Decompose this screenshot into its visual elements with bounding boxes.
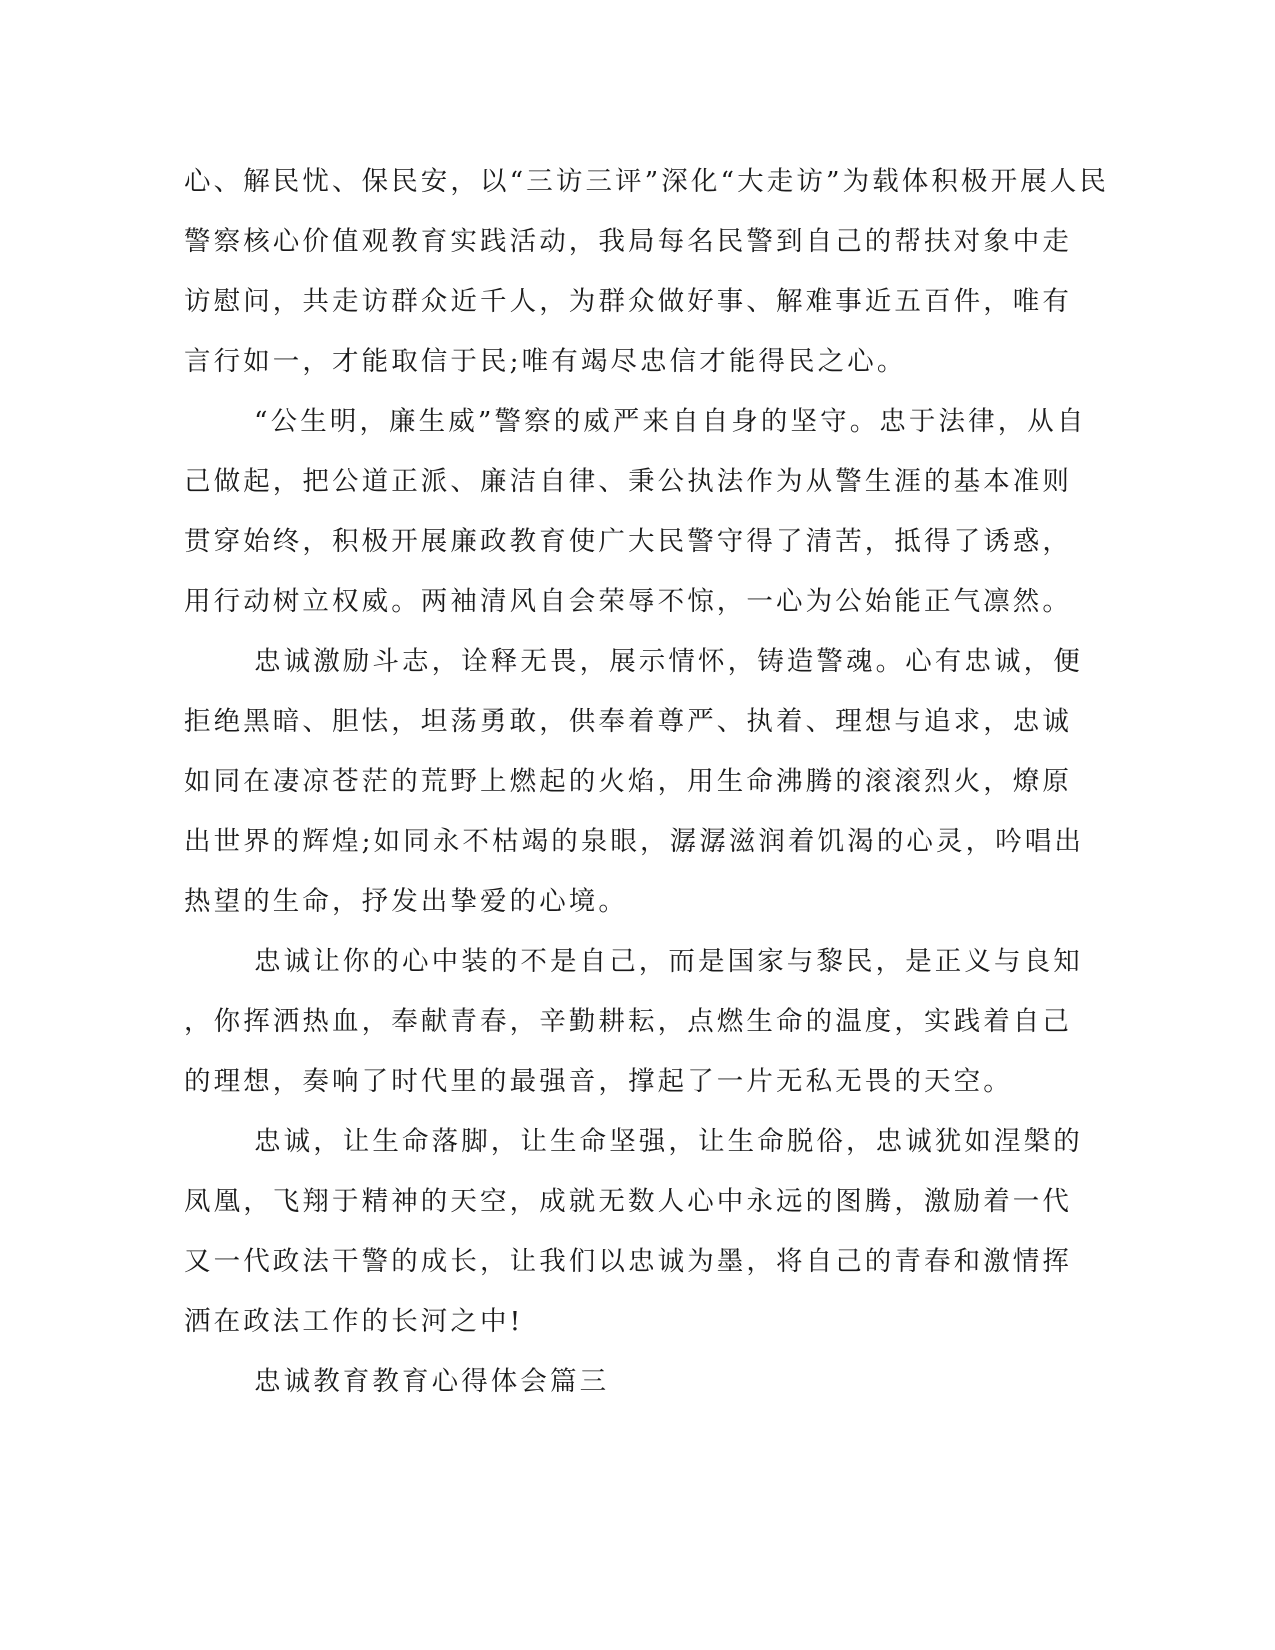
text-line: 用行动树立权威。两袖清风自会荣辱不惊，一心为公始能正气凛然。 [184, 586, 1072, 617]
text-line: 言行如一，才能取信于民;唯有竭尽忠信才能得民之心。 [184, 346, 907, 377]
text-line: 心、解民忧、保民安，以“三访三评”深化“大走访”为载体积极开展人民 [184, 166, 1109, 197]
paragraph [184, 1120, 1083, 1360]
text-line: “公生明，廉生威”警察的威严来自自身的坚守。忠于法律，从自 [254, 406, 1087, 437]
text-line: 如同在凄凉苍茫的荒野上燃起的火焰，用生命沸腾的滚滚烈火，燎原 [184, 766, 1072, 797]
paragraph [184, 640, 1085, 940]
text-line: 警察核心价值观教育实践活动，我局每名民警到自己的帮扶对象中走 [184, 226, 1072, 257]
text-line: 己做起，把公道正派、廉洁自律、秉公执法作为从警生涯的基本准则 [184, 466, 1072, 497]
paragraph [184, 400, 1087, 640]
text-line: 的理想，奏响了时代里的最强音，撑起了一片无私无畏的天空。 [184, 1066, 1013, 1097]
text-line: 忠诚，让生命落脚，让生命坚强，让生命脱俗，忠诚犹如涅槃的 [254, 1126, 1083, 1157]
text-line: 洒在政法工作的长河之中! [184, 1306, 524, 1337]
text-line: 拒绝黑暗、胆怯，坦荡勇敢，供奉着尊严、执着、理想与追求，忠诚 [184, 706, 1072, 737]
text-line: 贯穿始终，积极开展廉政教育使广大民警守得了清苦，抵得了诱惑， [184, 526, 1072, 557]
text-line: 忠诚让你的心中装的不是自己，而是国家与黎民，是正义与良知 [254, 946, 1083, 977]
text-line: 忠诚激励斗志，诠释无畏，展示情怀，铸造警魂。心有忠诚，便 [254, 646, 1083, 677]
paragraph [184, 160, 1109, 400]
document-body [184, 160, 1109, 1420]
section-heading [184, 1360, 1044, 1420]
text-line: 凤凰，飞翔于精神的天空，成就无数人心中永远的图腾，激励着一代 [184, 1186, 1072, 1217]
text-line: 出世界的辉煌;如同永不枯竭的泉眼，潺潺滋润着饥渴的心灵，吟唱出 [184, 826, 1085, 857]
heading-line: 忠诚教育教育心得体会篇三 [254, 1366, 610, 1397]
text-line: 热望的生命，抒发出挚爱的心境。 [184, 886, 628, 917]
text-line: ，你挥洒热血，奉献青春，辛勤耕耘，点燃生命的温度，实践着自己 [184, 1006, 1072, 1037]
paragraph [184, 940, 1083, 1120]
text-line: 又一代政法干警的成长，让我们以忠诚为墨，将自己的青春和激情挥 [184, 1246, 1072, 1277]
text-line: 访慰问，共走访群众近千人，为群众做好事、解难事近五百件，唯有 [184, 286, 1072, 317]
